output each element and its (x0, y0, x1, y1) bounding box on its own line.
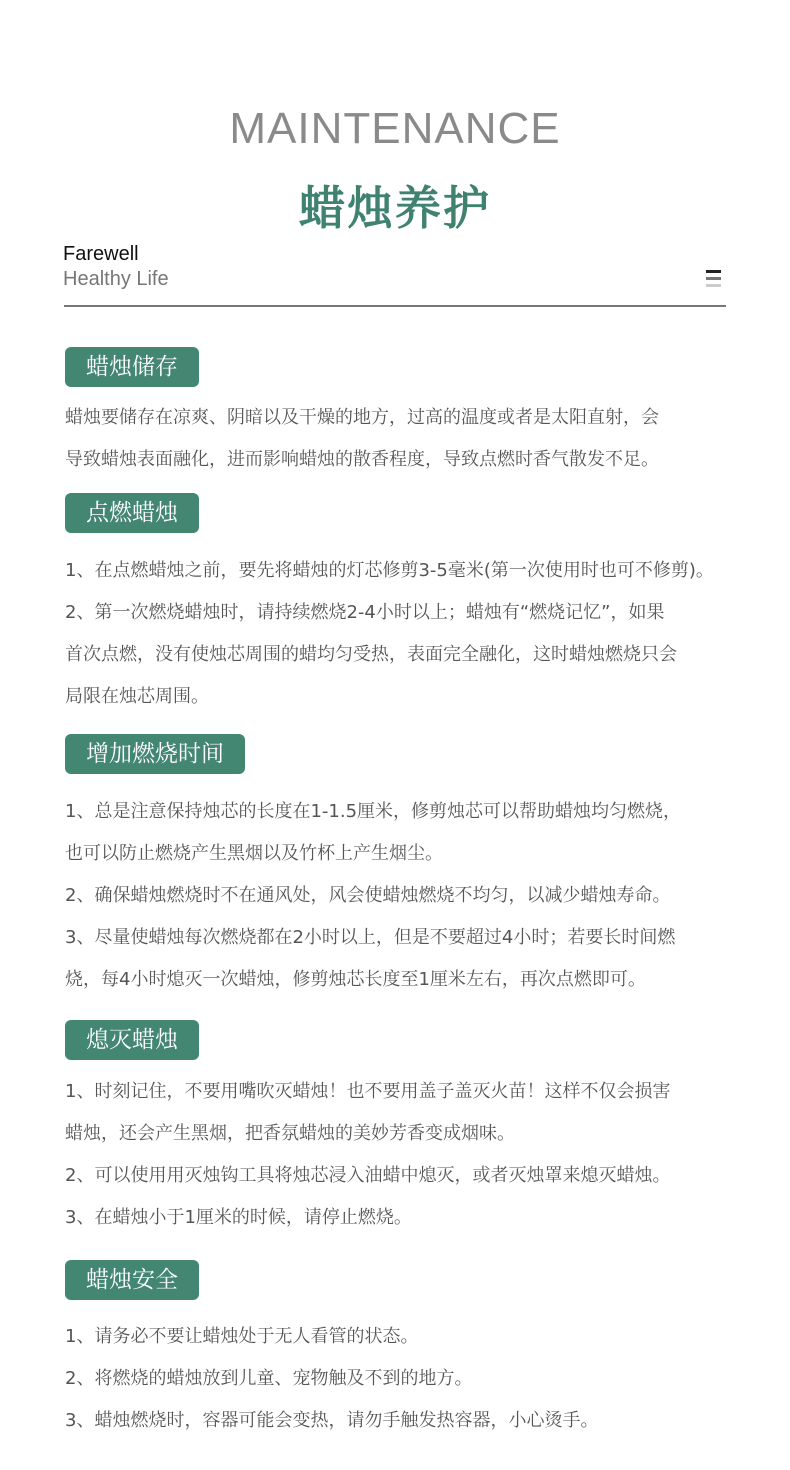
divider (64, 305, 726, 307)
menu-icon (706, 270, 721, 291)
text-line: 蜡烛要储存在凉爽、阴暗以及干燥的地方，过高的温度或者是太阳直射，会 (65, 407, 659, 428)
text-line: 1、时刻记住，不要用嘴吹灭蜡烛！也不要用盖子盖灭火苗！这样不仅会损害 (65, 1081, 671, 1102)
section-label: 熄灭蜡烛 (65, 1020, 199, 1060)
section-label: 增加燃烧时间 (65, 734, 245, 774)
text-line: 1、请务必不要让蜡烛处于无人看管的状态。 (65, 1326, 419, 1347)
text-line: 导致蜡烛表面融化，进而影响蜡烛的散香程度，导致点燃时香气散发不足。 (65, 449, 659, 470)
section-body (65, 1071, 785, 1239)
text-line: 烧，每4小时熄灭一次蜡烛，修剪烛芯长度至1厘米左右，再次点燃即可。 (65, 969, 646, 990)
section-label: 蜡烛储存 (65, 347, 199, 387)
text-line: 2、将燃烧的蜡烛放到儿童、宠物触及不到的地方。 (65, 1368, 473, 1389)
title-cn: 蜡烛养护 (299, 181, 491, 235)
section-body (65, 1316, 785, 1442)
title-en: MAINTENANCE (229, 104, 561, 153)
text-line: 2、确保蜡烛燃烧时不在通风处，风会使蜡烛燃烧不均匀，以减少蜡烛寿命。 (65, 885, 671, 906)
text-line: 3、尽量使蜡烛每次燃烧都在2小时以上，但是不要超过4小时；若要长时间燃 (65, 927, 676, 948)
section-body (65, 397, 785, 481)
text-line: 1、在点燃蜡烛之前，要先将蜡烛的灯芯修剪3-5毫米(第一次使用时也可不修剪)。 (65, 560, 714, 581)
text-line: 首次点燃，没有使烛芯周围的蜡均匀受热，表面完全融化，这时蜡烛燃烧只会 (65, 644, 677, 665)
text-line: 2、可以使用用灭烛钩工具将烛芯浸入油蜡中熄灭，或者灭烛罩来熄灭蜡烛。 (65, 1165, 671, 1186)
section-body (65, 550, 785, 718)
section-label: 点燃蜡烛 (65, 493, 199, 533)
text-line: 3、在蜡烛小于1厘米的时候，请停止燃烧。 (65, 1207, 412, 1228)
text-line: 3、蜡烛燃烧时，容器可能会变热，请勿手触发热容器，小心烫手。 (65, 1410, 599, 1431)
text-line: 也可以防止燃烧产生黑烟以及竹杯上产生烟尘。 (65, 843, 443, 864)
section-label: 蜡烛安全 (65, 1260, 199, 1300)
text-line: 2、第一次燃烧蜡烛时，请持续燃烧2-4小时以上；蜡烛有“燃烧记忆”，如果 (65, 602, 665, 623)
text-line: 1、总是注意保持烛芯的长度在1-1.5厘米，修剪烛芯可以帮助蜡烛均匀燃烧， (65, 801, 682, 822)
text-line: 局限在烛芯周围。 (65, 686, 209, 707)
section-body (65, 791, 785, 1001)
brand-tagline: Healthy Life (63, 268, 169, 290)
text-line: 蜡烛，还会产生黑烟，把香氛蜡烛的美妙芳香变成烟味。 (65, 1123, 515, 1144)
brand-name: Farewell (63, 243, 139, 265)
